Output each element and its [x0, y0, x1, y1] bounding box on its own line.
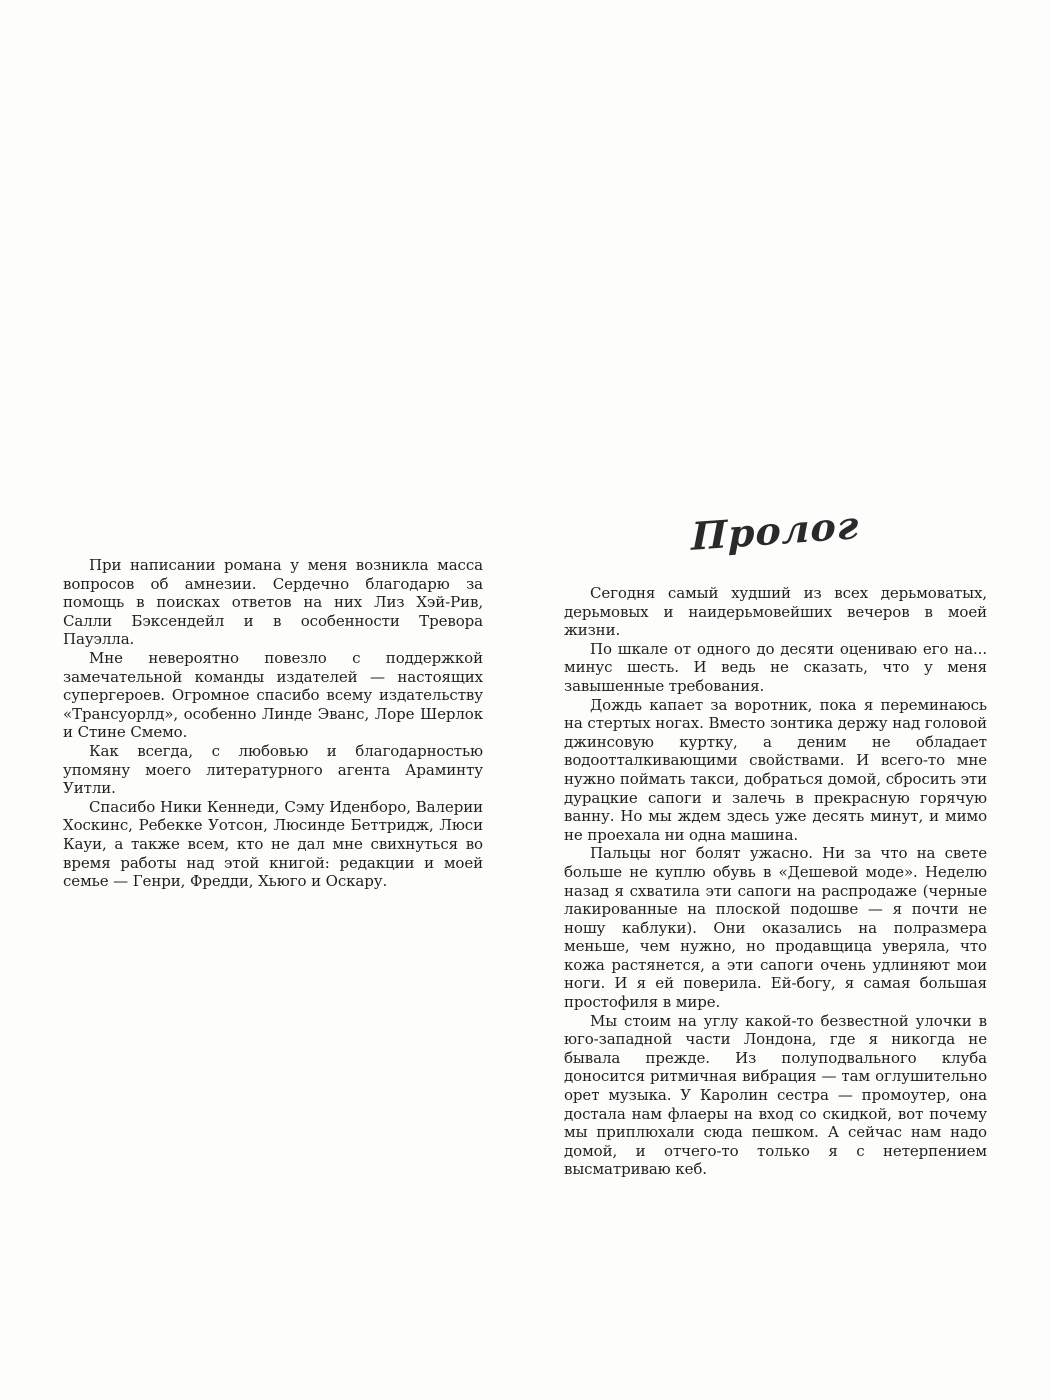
prologue-paragraph-3: Дождь капает за воротник, пока я переминаюсь на стертых ногах. Вместо зонтика держу над головой джинсовую куртку, а деним не обладает водоотталкивающими свойствами. И всего-то мне нужно поймать такси, добраться домой, сбросить эти дурацкие сапоги и залечь в прекрасную горячую ванну. Но мы ждем здесь уже десять минут, и мимо не проехала ни одна машина. [564, 695, 987, 844]
prologue-page [564, 502, 987, 1179]
prologue-paragraph-1: Сегодня самый худший из всех дерьмоватых, дерьмовых и наидерьмовейших вечеров в моей жизни. [564, 584, 987, 640]
acknowledgments-paragraph-1: При написании романа у меня возникла масса вопросов об амнезии. Сердечно благодарю за помощь в поисках ответов на них Лиз Хэй-Рив, Салли Бэксендейл и в особенности Тревора Пауэлла. [63, 556, 483, 649]
acknowledgments-paragraph-3: Как всегда, с любовью и благодарностью упомяну моего литературного агента Араминту Уитли. [63, 741, 483, 798]
chapter-heading-text: Пролог [691, 502, 860, 559]
acknowledgments-paragraph-4: Спасибо Ники Кеннеди, Сэму Иденборо, Валерии Хоскинс, Ребекке Уотсон, Люсинде Беттридж, Люси Кауи, а также всем, кто не дал мне свихнуться во время работы над этой книгой: редакции и моей семье — Генри, Фредди, Хьюго и Оскару. [63, 797, 483, 891]
acknowledgments-paragraph-2: Мне невероятно повезло с поддержкой замечательной команды издателей — настоящих супергероев. Огромное спасибо всему издательству «Трансуорлд», особенно Линде Эванс, Лоре Шерлок и Стине Смемо. [63, 648, 483, 742]
chapter-heading [564, 502, 987, 559]
prologue-paragraph-5: Мы стоим на углу какой-то безвестной улочки в юго-западной части Лондона, где я никогда не бывала прежде. Из полуподвального клуба доносится ритмичная вибрация — там оглушительно орет музыка. У Каролин сестра — промоутер, она достала нам флаеры на вход со скидкой, вот почему мы приплюхали сюда пешком. А сейчас нам надо домой, и отчего-то только я с нетерпением высматриваю кеб. [564, 1011, 987, 1179]
acknowledgments-page [63, 556, 483, 891]
prologue-paragraph-4: Пальцы ног болят ужасно. Ни за что на свете больше не куплю обувь в «Дешевой моде». Неделю назад я схватила эти сапоги на распродаже (черные лакированные на плоской подошве — я почти не ношу каблуки). Они оказались на полразмера меньше, чем нужно, но продавщица уверяла, что кожа растянется, а эти сапоги очень удлиняют мои ноги. И я ей поверила. Ей-богу, я самая большая простофиля в мире. [564, 844, 987, 1012]
prologue-paragraph-2: По шкале от одного до десяти оцениваю его на... минус шесть. И ведь не сказать, что у меня завышенные требования. [564, 639, 987, 695]
